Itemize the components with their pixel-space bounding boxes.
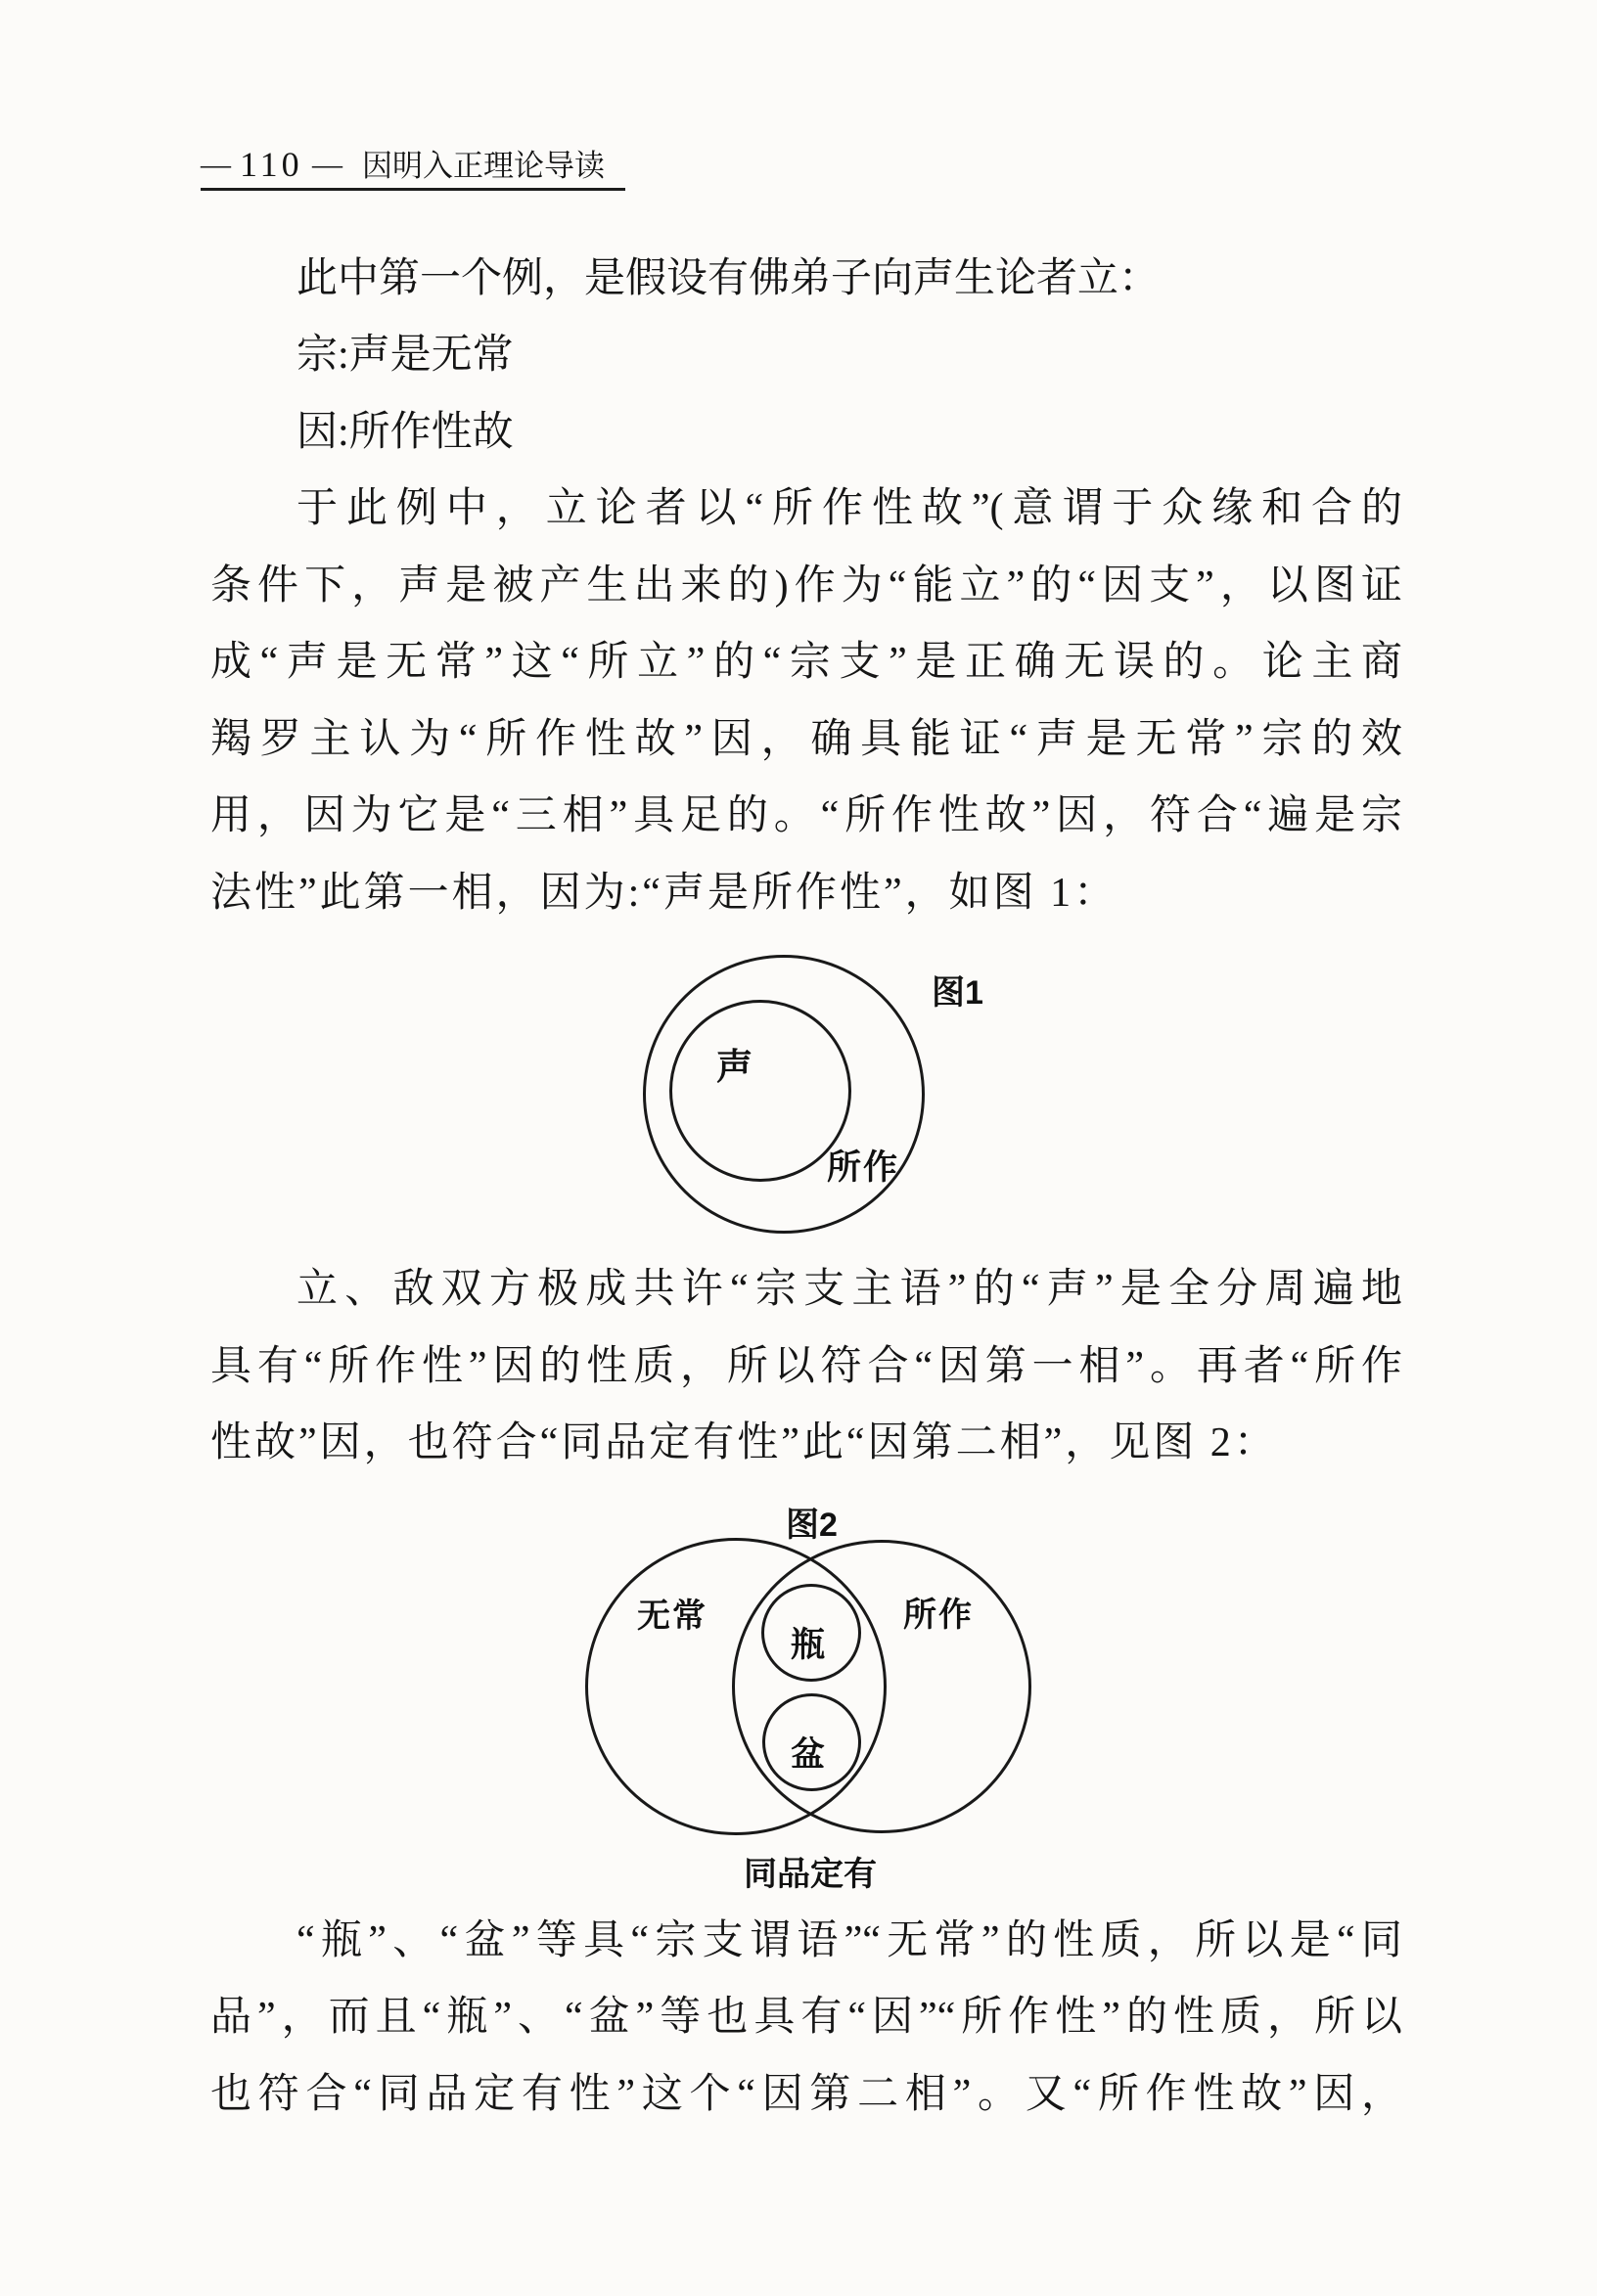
- paragraph-2-line-4: 羯罗主认为“所作性故”因，确具能证“声是无常”宗的效: [210, 717, 1402, 762]
- paragraph-1-line-2: 宗:声是无常: [297, 333, 514, 378]
- figure1-inner-circle: [669, 1000, 851, 1182]
- header-dash-left: —: [201, 147, 231, 181]
- figure2-title: 图2: [786, 1507, 838, 1544]
- paragraph-3-line-2: 具有“所作性”因的性质，所以符合“因第一相”。再者“所作: [210, 1344, 1402, 1389]
- paragraph-3-line-1: 立、敌双方极成共许“宗支主语”的“声”是全分周遍地: [297, 1267, 1402, 1312]
- paragraph-2-line-5: 用，因为它是“三相”具足的。“所作性故”因，符合“遍是宗: [210, 793, 1402, 838]
- paragraph-4-line-1: “瓶”、“盆”等具“宗支谓语”“无常”的性质，所以是“同: [297, 1918, 1402, 1963]
- paragraph-2-line-6: 法性”此第一相，因为:“声是所作性”，如图 1：: [210, 871, 1118, 916]
- figure2-wuchang-label: 无常: [637, 1598, 707, 1635]
- figure1-suozuo-label: 所作: [827, 1148, 900, 1187]
- paragraph-2-line-1: 于此例中，立论者以“所作性故”(意谓于众缘和合的: [297, 486, 1402, 531]
- paragraph-2-line-2: 条件下，声是被产生出来的)作为“能立”的“因支”，以图证: [210, 563, 1402, 608]
- figure2-pen-label: 盆: [791, 1735, 826, 1774]
- paragraph-3-line-3: 性故”因，也符合“同品定有性”此“因第二相”，见图 2：: [210, 1420, 1278, 1465]
- figure2-ping-label: 瓶: [791, 1626, 826, 1664]
- page-number: 110: [240, 145, 303, 184]
- paragraph-1-line-3: 因:所作性故: [297, 410, 514, 455]
- figure2-right-circle: [732, 1540, 1031, 1833]
- paragraph-2-line-3: 成“声是无常”这“所立”的“宗支”是正确无误的。论主商: [210, 640, 1402, 685]
- paragraph-4-line-3: 也符合“同品定有性”这个“因第二相”。又“所作性故”因，: [210, 2072, 1402, 2117]
- header-dash-right: —: [312, 147, 342, 181]
- figure1-title: 图1: [932, 974, 983, 1012]
- figure1-sheng-label: 声: [716, 1047, 753, 1087]
- book-title: 因明入正理论导读: [362, 149, 605, 183]
- paragraph-1-line-1: 此中第一个例，是假设有佛弟子向声生论者立：: [297, 256, 1161, 301]
- paragraph-4-line-2: 品”，而且“瓶”、“盆”等也具有“因”“所作性”的性质，所以: [210, 1995, 1402, 2040]
- figure2-caption: 同品定有: [744, 1856, 877, 1893]
- page-header: [201, 145, 625, 191]
- figure2-suozuo-label: 所作: [903, 1597, 974, 1634]
